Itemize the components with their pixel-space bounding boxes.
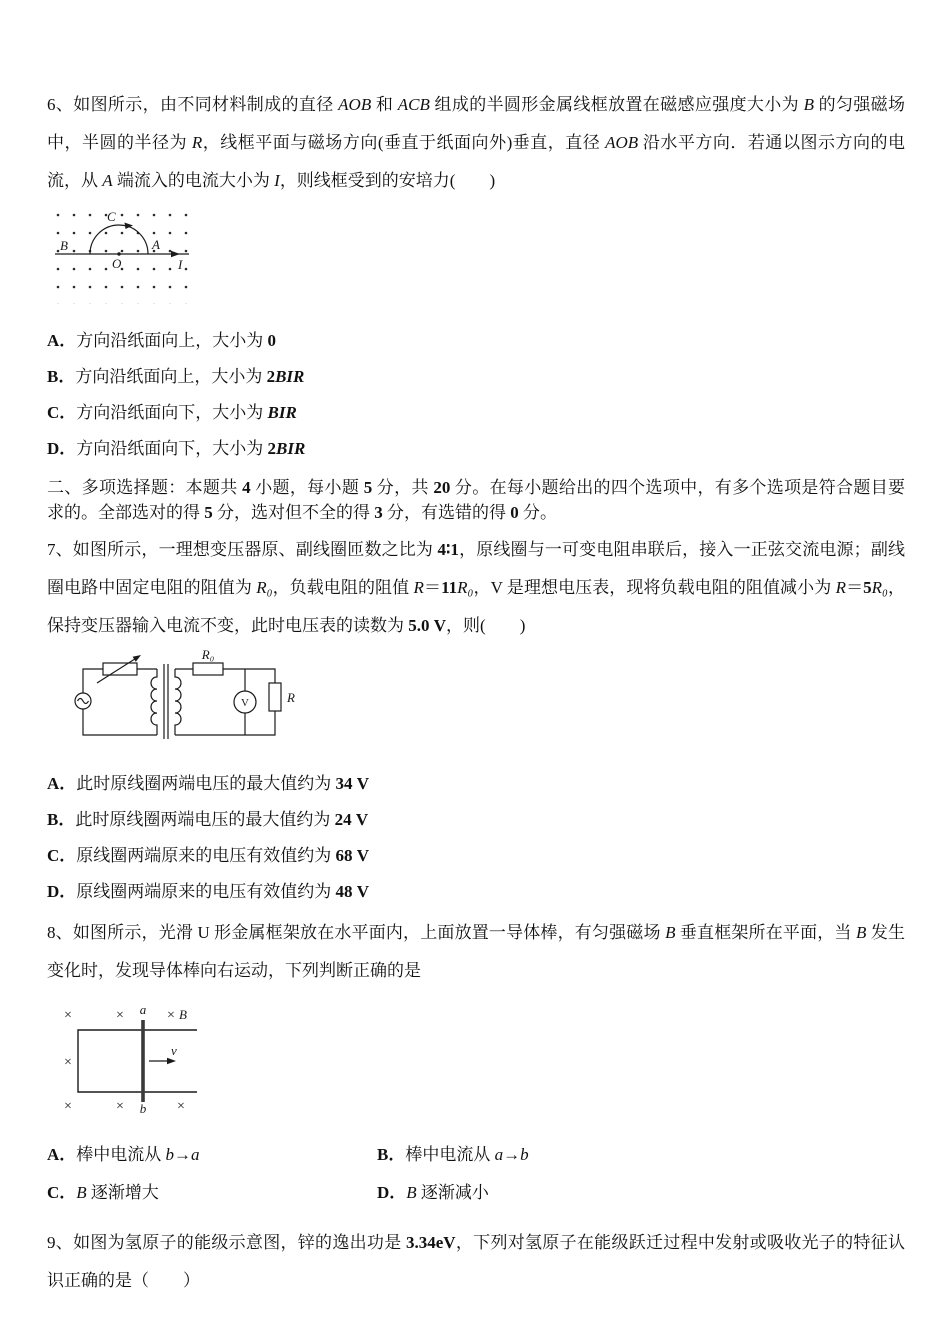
- primary-coil: [151, 669, 157, 735]
- field-into-page-cross: ×: [167, 1008, 175, 1023]
- q8-option-c: C．B 逐渐增大: [47, 1183, 159, 1202]
- question-7-stem: 7、如图所示，一理想变压器原、副线圈匝数之比为 4∶1，原线圈与一可变电阻串联后，接入一正弦交流电源；副线圈电路中固定电阻的阻值为 R₀，负载电阻的阻值 R＝11R₀，V 是理想电压表，现将负载电阻的阻值减小为 R＝5R₀，保持变压器输入电流不变，此时电压表的读数为 5.0 V，则( ): [47, 540, 906, 635]
- label-field-b: B: [179, 1007, 187, 1022]
- q6-option-a: A．方向沿纸面向上，大小为 0: [47, 331, 277, 350]
- field-into-page-cross: ×: [64, 1008, 72, 1023]
- q8-option-a: A．棒中电流从 b→a: [47, 1145, 200, 1164]
- field-into-page-cross: ×: [116, 1099, 124, 1114]
- question-9-stem: 9、如图为氢原子的能级示意图，锌的逸出功是 3.34eV，下列对氢原子在能级跃迁过程中发射或吸收光子的特征认识正确的是（ ）: [47, 1233, 905, 1290]
- question-8-options: [47, 1136, 905, 1212]
- q7-option-a: A．此时原线圈两端电压的最大值约为 34 V: [47, 774, 370, 793]
- question-6-options: [47, 323, 905, 467]
- field-into-page-cross: ×: [116, 1008, 124, 1023]
- variable-resistor-arrowhead: [133, 655, 141, 662]
- q7-option-b: B．此时原线圈两端电压的最大值约为 24 V: [47, 810, 369, 829]
- q8-option-b: B．棒中电流从 a→b: [377, 1145, 529, 1164]
- question-6-stem: 6、如图所示，由不同材料制成的直径 AOB 和 ACB 组成的半圆形金属线框放置在磁感应强度大小为 B 的匀强磁场中，半圆的半径为 R，线框平面与磁场方向(垂直于纸面向外)垂直，直径 AOB 沿水平方向．若通以图示方向的电流，从 A 端流入的电流大小为 I，则线框受到的安培力( ): [47, 95, 906, 190]
- u-shaped-frame: [78, 1030, 197, 1092]
- ac-sine-icon: [78, 699, 89, 704]
- label-current-i: I: [178, 257, 183, 272]
- q6-option-d: D．方向沿纸面向下，大小为 2BIR: [47, 439, 306, 458]
- label-rod-end-a: a: [139, 1002, 147, 1017]
- label-voltmeter-v: V: [241, 697, 249, 709]
- question-9: [47, 1224, 905, 1300]
- magnetic-field-semicircle-diagram: [52, 206, 202, 306]
- field-out-of-page-dots: [52, 206, 200, 304]
- q6-option-c: C．方向沿纸面向下，大小为 BIR: [47, 403, 297, 422]
- conducting-rod: [141, 1020, 145, 1102]
- velocity-arrowhead: [167, 1058, 176, 1064]
- section-2-header: 二、多项选择题：本题共 4 小题，每小题 5 分，共 20 分。在每小题给出的四个选项中，有多个选项是符合题目要求的。全部选对的得 5 分，选对但不全的得 3 分，有选错的得 0 分。: [47, 478, 906, 522]
- question-7-options: [47, 766, 905, 910]
- label-rod-end-b: b: [139, 1101, 147, 1115]
- q7-option-d: D．原线圈两端原来的电压有效值约为 48 V: [47, 882, 370, 901]
- label-c: C: [107, 209, 116, 224]
- field-into-page-cross: ×: [64, 1055, 72, 1070]
- question-7: [47, 531, 905, 910]
- label-a: A: [152, 237, 160, 252]
- question-6-figure: [52, 206, 905, 311]
- label-r: R: [287, 690, 295, 705]
- label-o: O: [112, 256, 122, 271]
- q8-option-d: D．B 逐渐减小: [377, 1183, 489, 1202]
- q7-option-c: C．原线圈两端原来的电压有效值约为 68 V: [47, 846, 370, 865]
- field-into-page-cross: ×: [64, 1099, 72, 1114]
- load-resistor-r-icon: [269, 683, 281, 711]
- label-b: B: [60, 238, 68, 253]
- primary-wire-bottom: [83, 709, 157, 735]
- question-7-figure: [65, 649, 905, 754]
- question-6: [47, 86, 905, 467]
- u-frame-rod-diagram: [55, 1000, 225, 1115]
- question-8-stem: 8、如图所示，光滑 U 形金属框架放在水平面内，上面放置一导体棒，有匀强磁场 B 垂直框架所在平面，当 B 发生变化时，发现导体棒向右运动，下列判断正确的是: [47, 923, 905, 980]
- field-into-page-cross: ×: [177, 1099, 185, 1114]
- label-r0: R₀: [201, 649, 215, 662]
- secondary-wire-top-right: [223, 669, 275, 683]
- transformer-circuit-diagram: [65, 649, 300, 749]
- question-8-figure: [55, 1000, 905, 1120]
- secondary-coil: [175, 669, 181, 735]
- resistor-r0-icon: [193, 663, 223, 675]
- secondary-wire-bottom: [175, 711, 275, 735]
- label-velocity-v: v: [171, 1043, 177, 1058]
- q6-option-b: B．方向沿纸面向上，大小为 2BIR: [47, 367, 305, 386]
- question-8: [47, 914, 905, 1212]
